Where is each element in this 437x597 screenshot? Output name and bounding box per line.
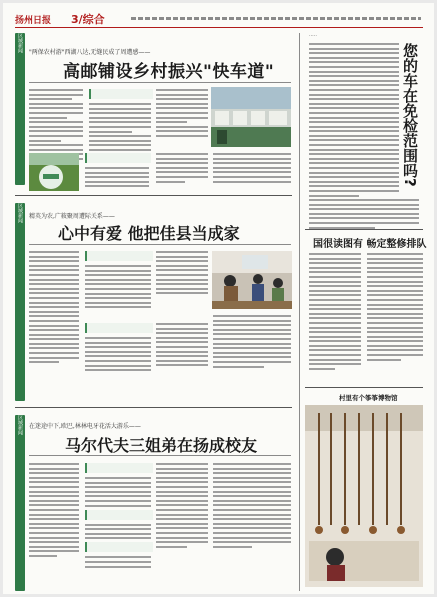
right-col-text-3b xyxy=(367,253,423,363)
right-divider-2 xyxy=(305,387,423,388)
story2-col-3b xyxy=(156,323,208,369)
story1-headline: 高邮铺设乡村振兴"快车道" xyxy=(63,62,275,82)
story3-subhead-2 xyxy=(85,510,153,520)
section-strip-1 xyxy=(15,33,25,185)
story1-rule xyxy=(29,82,291,83)
right-col-text-1 xyxy=(309,43,399,199)
right-col-text-3a xyxy=(309,253,361,372)
story1-col-3b xyxy=(156,153,208,185)
story1-col-2b xyxy=(85,153,149,190)
right-vertical-headline: 您的车在免检范围吗? xyxy=(401,43,419,187)
story-divider-1 xyxy=(15,195,292,196)
story3-kicker: 在迷途中下,欧巴,林林电牙花活大游乐—— xyxy=(29,423,141,430)
story1-col-4b xyxy=(213,153,291,185)
section-strip-2 xyxy=(15,203,25,401)
story3-col-3 xyxy=(156,463,208,550)
newspaper-page xyxy=(3,3,434,594)
story1-kicker: "两保农村游"西湖八达,无缝民成了周遭感—— xyxy=(29,49,151,56)
story2-col-2 xyxy=(85,251,151,311)
right-photo-instruments xyxy=(305,405,423,587)
story3-col-4 xyxy=(213,463,291,550)
right-photo-caption: 村里有个筝筝博物馆 xyxy=(339,394,398,402)
story2-photo-classroom xyxy=(212,251,292,309)
story3-rule xyxy=(29,455,291,456)
page-label: 3/综合 xyxy=(71,13,105,26)
section-strip-3 xyxy=(15,415,25,591)
section-tag-2: 区域新闻 xyxy=(17,203,23,223)
story3-subhead-1 xyxy=(85,463,153,473)
section-tag-3: 区域新闻 xyxy=(17,415,23,435)
column-divider xyxy=(299,33,300,591)
story2-subhead-1 xyxy=(85,251,153,261)
right-col-text-2 xyxy=(309,199,419,231)
story1-photo-sign xyxy=(29,153,79,191)
story2-rule xyxy=(29,244,291,245)
story2-kicker: 精英为农,广筱聚周遭际关系—— xyxy=(29,213,115,220)
story-divider-2 xyxy=(15,407,292,408)
story2-col-4b xyxy=(213,315,291,370)
story3-headline: 马尔代夫三姐弟在扬成校友 xyxy=(65,436,258,455)
paper-name: 扬州日报 xyxy=(15,16,52,26)
story2-col-3 xyxy=(156,251,208,297)
right-byline: ····· xyxy=(309,33,317,39)
masthead xyxy=(15,13,423,28)
story1-col-2 xyxy=(89,89,151,154)
story3-subhead-3 xyxy=(85,542,153,552)
story2-headline: 心中有爱 他把佳县当成家 xyxy=(58,224,240,243)
story1-photo-greenhouse xyxy=(211,87,291,147)
right-divider-1 xyxy=(305,229,423,230)
story2-col-2b xyxy=(85,323,151,374)
story2-subhead-2 xyxy=(85,323,153,333)
right-subhead: 国很读图有 畅定整修排队 xyxy=(313,239,427,250)
story3-col-1 xyxy=(29,463,79,559)
story2-col-1 xyxy=(29,251,79,366)
issue-info-line xyxy=(131,17,421,20)
story1-col-3 xyxy=(156,89,208,140)
story1-subhead-1 xyxy=(89,89,153,99)
story1-subhead-2 xyxy=(85,153,151,163)
section-tag-1: 区域新闻 xyxy=(17,33,23,53)
story3-col-2 xyxy=(85,463,151,570)
